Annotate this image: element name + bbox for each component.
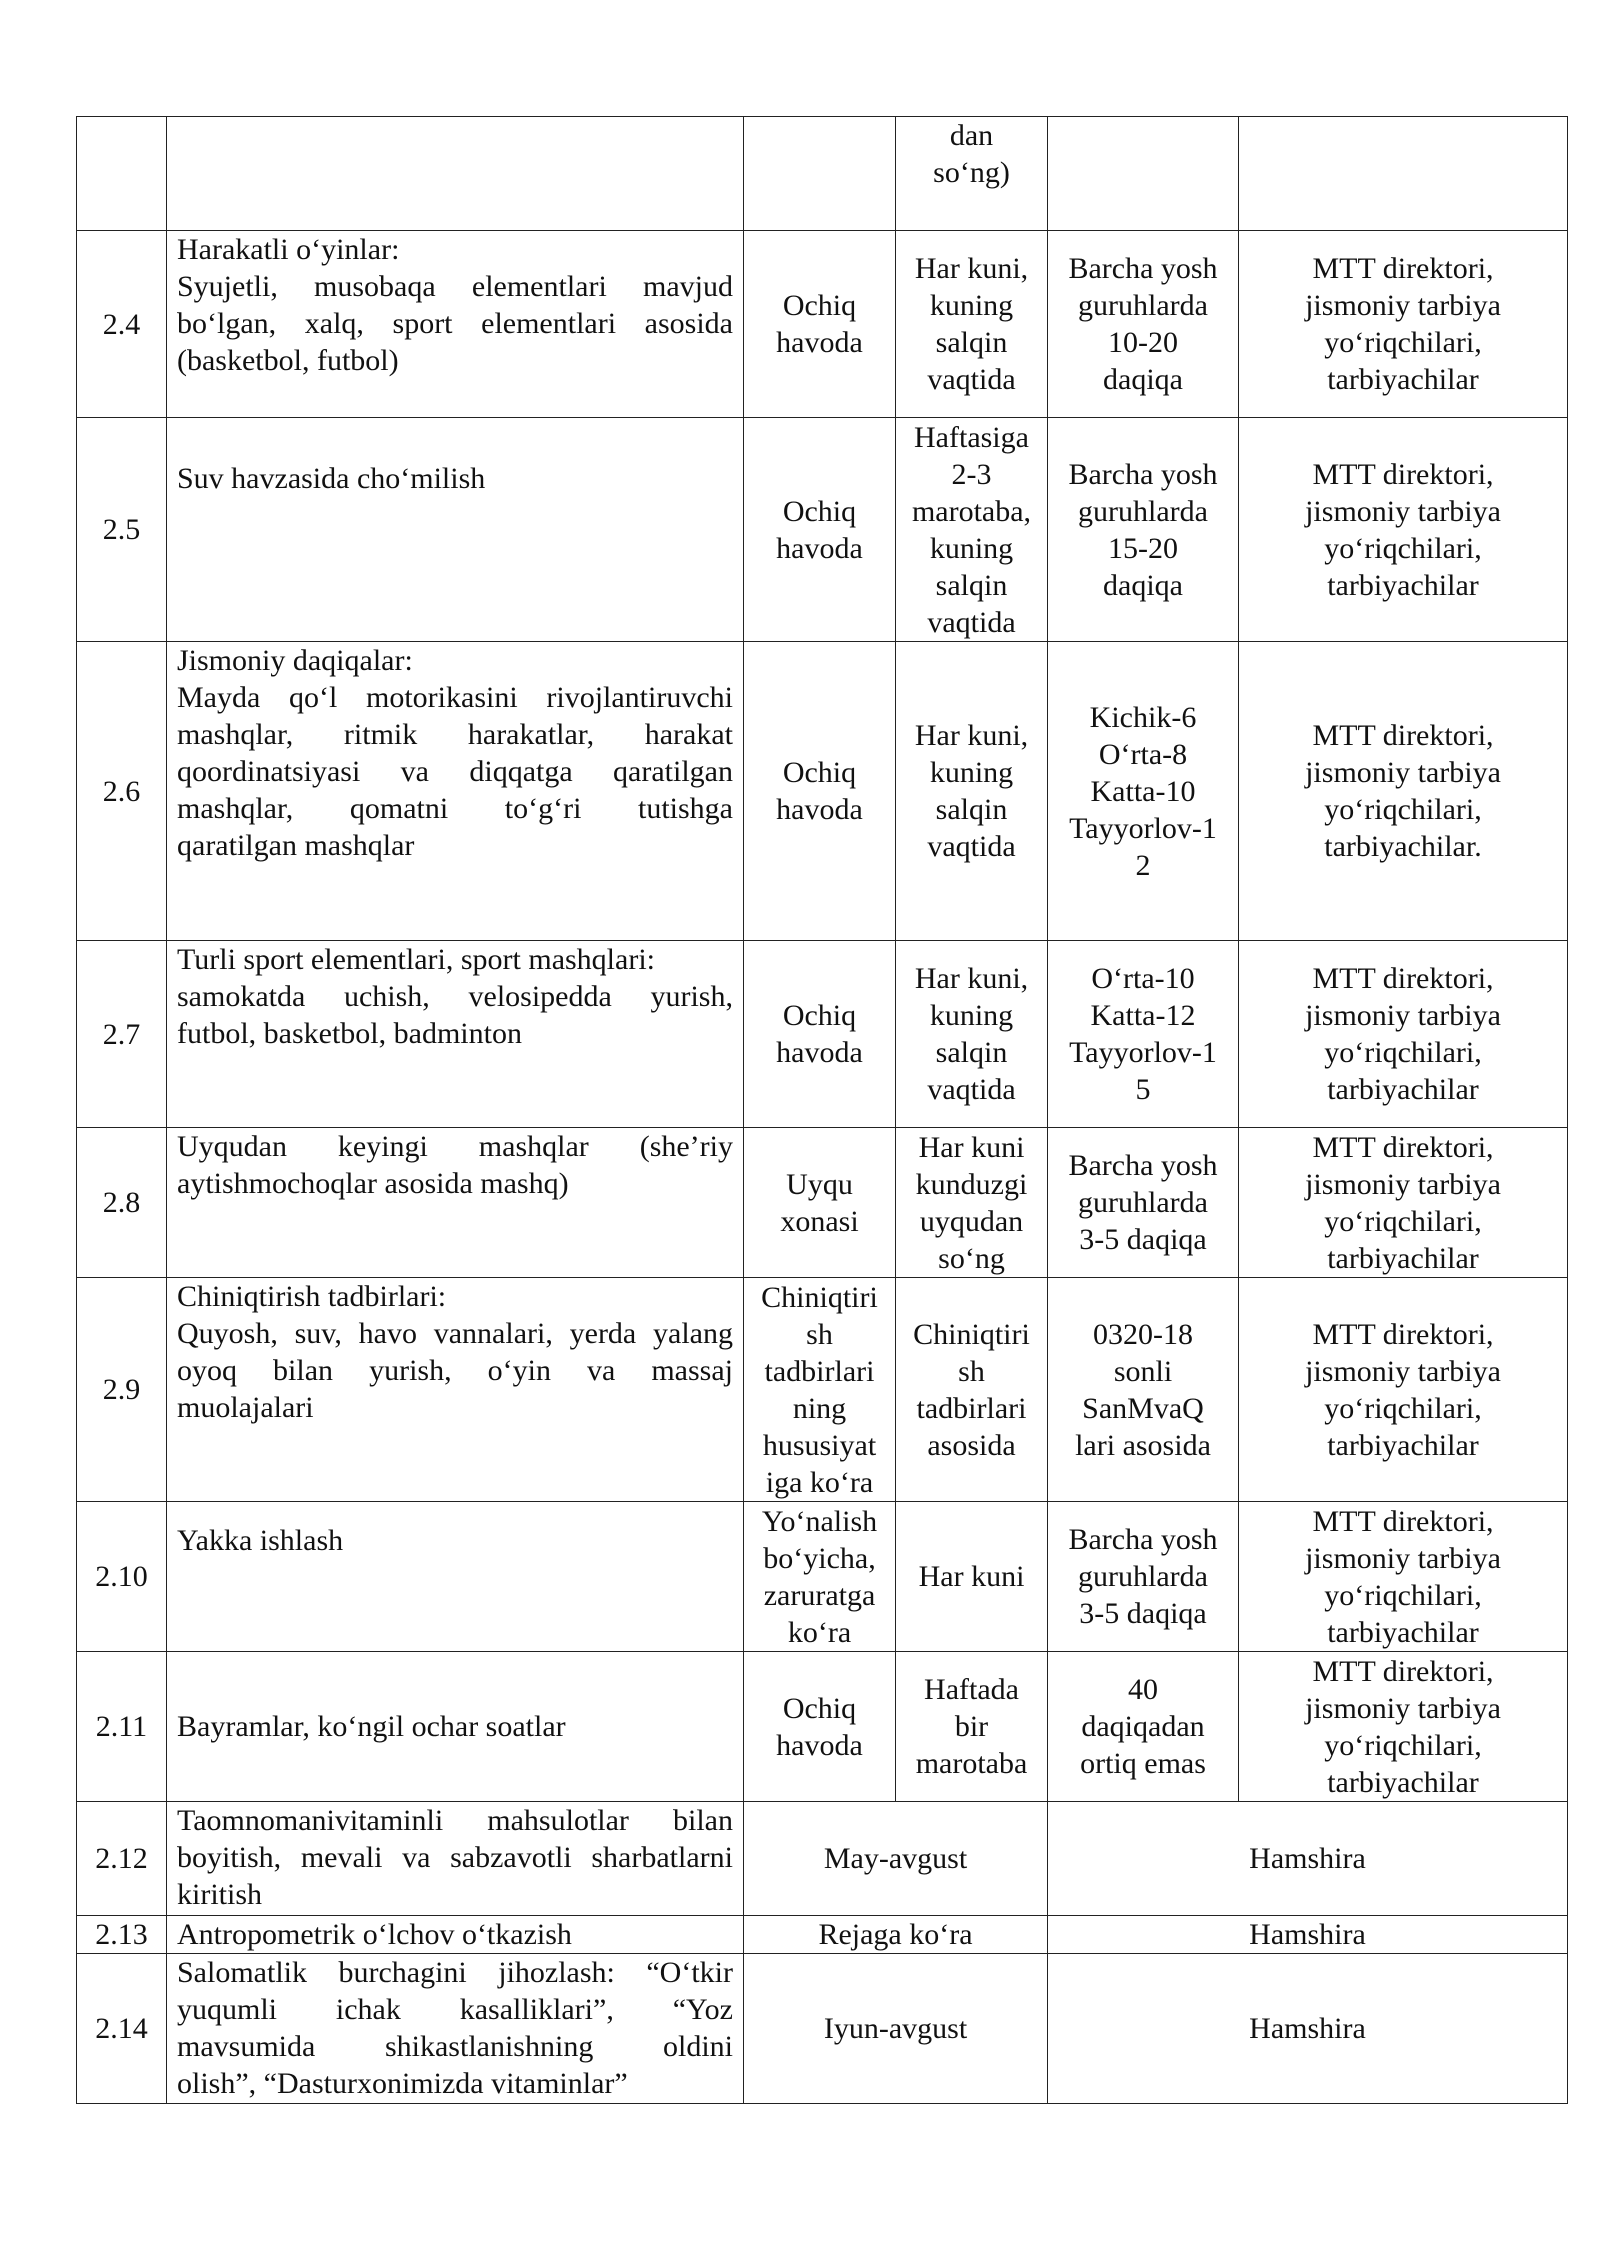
duration-cell-line: Kichik-6 — [1089, 700, 1197, 734]
responsible-cell-line: MTT direktori, — [1312, 1130, 1494, 1164]
duration-cell-line: daqiqa — [1103, 568, 1183, 602]
activity-description — [167, 1502, 744, 1652]
responsible-cell — [1239, 642, 1568, 941]
duration-cell-line: 3-5 daqiqa — [1079, 1223, 1207, 1256]
responsible-cell — [1239, 231, 1568, 418]
responsible-cell — [1239, 1278, 1568, 1502]
description-line: (basketbol, futbol) — [177, 344, 399, 377]
table-row — [77, 1916, 1568, 1954]
description-line: Quyosh, suv, havo vannalari, yerda yalang — [177, 1317, 733, 1350]
table-row — [77, 1652, 1568, 1802]
place-cell-line: havoda — [776, 326, 863, 359]
place-cell — [744, 941, 896, 1128]
time-cell-line: vaqtida — [927, 605, 1016, 639]
responsible-cell-line: yo‘riqchilari, — [1324, 1391, 1482, 1425]
description-line: qaratilgan mashqlar — [177, 829, 415, 862]
duration-cell-line: O‘rta-8 — [1098, 737, 1188, 771]
duration-cell-line: O‘rta-10 — [1091, 962, 1195, 995]
row-number: 2.12 — [77, 1802, 167, 1916]
place-cell-line: ning — [792, 1391, 847, 1425]
table-row — [77, 941, 1568, 1128]
responsible-cell: Hamshira — [1048, 1802, 1568, 1916]
place-cell-line: Uyqu — [786, 1167, 853, 1201]
row-number: 2.7 — [77, 941, 167, 1128]
place-cell-line: bo‘yicha, — [763, 1541, 876, 1575]
time-cell-line: marotaba — [915, 1747, 1028, 1780]
place-cell-line: Ochiq — [782, 999, 857, 1032]
description-line: boyitish, mevali va sabzavotli sharbatlarni — [177, 1841, 733, 1874]
time-cell-line: salqin — [935, 1036, 1008, 1069]
time-cell-line: kuning — [929, 756, 1014, 789]
duration-cell — [1048, 418, 1239, 642]
duration-cell — [1048, 231, 1239, 418]
time-cell-line: salqin — [935, 568, 1008, 602]
time-cell-line: Haftasiga — [914, 420, 1029, 454]
duration-cell-line: daqiqadan — [1081, 1710, 1205, 1743]
responsible-cell-line: jismoniy tarbiya — [1305, 1354, 1501, 1388]
duration-cell — [1048, 1652, 1239, 1802]
duration-cell — [1048, 642, 1239, 941]
time-cell — [896, 117, 1048, 231]
place-cell-line: hususiyat — [762, 1428, 877, 1462]
description-line: oyoq bilan yurish, o‘yin va massaj — [177, 1354, 733, 1387]
time-cell-line: asosida — [927, 1428, 1016, 1462]
responsible-cell — [1239, 117, 1568, 231]
responsible-cell — [1239, 941, 1568, 1128]
place-cell-line: Ochiq — [782, 756, 857, 789]
place-cell-line: Ochiq — [782, 1691, 857, 1725]
responsible-cell-line: MTT direktori, — [1312, 962, 1494, 995]
responsible-cell-line: yo‘riqchilari, — [1324, 531, 1482, 565]
description-line: Turli sport elementlari, sport mashqlari: — [177, 943, 655, 976]
time-cell — [896, 1652, 1048, 1802]
duration-cell-line: Tayyorlov-1 — [1069, 1036, 1217, 1069]
duration-cell-line: 10-20 — [1108, 326, 1178, 359]
responsible-cell — [1239, 1128, 1568, 1278]
place-cell-line: havoda — [776, 531, 863, 565]
table-row — [77, 1802, 1568, 1916]
duration-cell-line: ortiq emas — [1080, 1747, 1206, 1780]
description-line: Yakka ishlash — [177, 1524, 344, 1557]
time-cell-line: Har kuni, — [914, 962, 1029, 995]
place-cell-line: havoda — [776, 1728, 863, 1762]
activity-description — [167, 1278, 744, 1502]
activity-description — [167, 418, 744, 642]
table-row — [77, 1128, 1568, 1278]
time-cell-line: kuning — [929, 289, 1014, 322]
row-number: 2.4 — [77, 231, 167, 418]
time-cell-line: tadbirlari — [916, 1391, 1027, 1425]
duration-cell-line: SanMvaQ — [1082, 1391, 1204, 1425]
duration-cell — [1048, 1128, 1239, 1278]
duration-cell-line: 15-20 — [1108, 531, 1178, 565]
row-number: 2.5 — [77, 418, 167, 642]
responsible-cell-line: yo‘riqchilari, — [1324, 326, 1482, 359]
time-cell-line: salqin — [935, 326, 1008, 359]
responsible-cell-line: yo‘riqchilari, — [1324, 1036, 1482, 1069]
description-line: Uyqudan keyingi mashqlar (she’riy — [177, 1130, 733, 1163]
responsible-cell-line: tarbiyachilar. — [1324, 830, 1482, 863]
responsible-cell-line: yo‘riqchilari, — [1324, 1728, 1482, 1762]
responsible-cell-line: jismoniy tarbiya — [1305, 289, 1501, 322]
time-cell-line: dan — [949, 119, 994, 152]
description-line: mashqlar, ritmik harakatlar, harakat — [177, 718, 733, 751]
duration-cell-line: Barcha yosh — [1068, 1149, 1218, 1182]
place-cell — [744, 1128, 896, 1278]
time-cell-line: kunduzgi — [915, 1167, 1028, 1201]
duration-cell-line: 0320-18 — [1093, 1317, 1193, 1351]
responsible-cell-line: tarbiyachilar — [1327, 568, 1479, 602]
time-cell — [896, 1502, 1048, 1652]
place-cell-line: zaruratga — [763, 1578, 876, 1612]
responsible-cell — [1239, 1502, 1568, 1652]
description-line: Antropometrik o‘lchov o‘tkazish — [177, 1918, 572, 1951]
duration-cell — [1048, 941, 1239, 1128]
place-cell-line: Ochiq — [782, 289, 857, 322]
place-cell-line: Chiniqtiri — [761, 1280, 878, 1314]
duration-cell-line: guruhlarda — [1078, 289, 1208, 322]
description-line: Suv havzasida cho‘milish — [177, 462, 486, 495]
description-line: qoordinatsiyasi va diqqatga qaratilgan — [177, 755, 733, 788]
duration-cell-line: daqiqa — [1103, 363, 1183, 396]
time-cell-line: Har kuni, — [914, 252, 1029, 285]
place-cell — [744, 418, 896, 642]
description-line: Syujetli, musobaqa elementlari mavjud — [177, 270, 733, 303]
place-cell-line: Yo‘nalish — [761, 1504, 878, 1538]
responsible-cell-line: tarbiyachilar — [1327, 363, 1479, 396]
description-line: Harakatli o‘yinlar: — [177, 233, 400, 266]
duration-cell-line: 5 — [1135, 1073, 1151, 1106]
duration-cell-line: Katta-12 — [1090, 999, 1196, 1032]
responsible-cell — [1239, 418, 1568, 642]
responsible-cell-line: jismoniy tarbiya — [1305, 1167, 1501, 1201]
duration-cell-line: Barcha yosh — [1068, 252, 1218, 285]
duration-cell-line: sonli — [1113, 1354, 1173, 1388]
time-cell-line: so‘ng — [938, 1241, 1005, 1275]
description-line: kiritish — [177, 1878, 263, 1911]
description-line: Taomnomanivitaminli mahsulotlar bilan — [177, 1804, 733, 1837]
duration-cell-line: 2 — [1135, 848, 1151, 882]
activity-description — [167, 941, 744, 1128]
time-cell-line: Har kuni, — [914, 719, 1029, 752]
period-cell: Rejaga ko‘ra — [744, 1916, 1048, 1954]
description-line: mashqlar, qomatni to‘g‘ri tutishga — [177, 792, 733, 825]
time-cell-line: vaqtida — [927, 363, 1016, 396]
activities-table — [76, 116, 1568, 2104]
place-cell-line: Ochiq — [782, 494, 857, 528]
responsible-cell-line: MTT direktori, — [1312, 1504, 1494, 1538]
duration-cell-line: lari asosida — [1075, 1428, 1211, 1462]
responsible-cell-line: MTT direktori, — [1312, 1317, 1494, 1351]
description-line: Jismoniy daqiqalar: — [177, 644, 413, 677]
activity-description — [167, 231, 744, 418]
description-line: samokatda uchish, velosipedda yurish, — [177, 980, 733, 1013]
row-number: 2.11 — [77, 1652, 167, 1802]
responsible-cell-line: tarbiyachilar — [1327, 1073, 1479, 1106]
time-cell-line: uyqudan — [919, 1204, 1024, 1238]
description-line: Mayda qo‘l motorikasini rivojlantiruvchi — [177, 681, 733, 714]
place-cell — [744, 231, 896, 418]
time-cell-line: 2-3 — [951, 457, 992, 491]
description-line: futbol, basketbol, badminton — [177, 1017, 522, 1050]
activity-description — [167, 117, 744, 231]
row-number: 2.6 — [77, 642, 167, 941]
place-cell-line: sh — [806, 1317, 833, 1351]
responsible-cell-line: yo‘riqchilari, — [1324, 1204, 1482, 1238]
description-line: Bayramlar, ko‘ngil ochar soatlar — [177, 1710, 566, 1743]
row-number: 2.14 — [77, 1954, 167, 2104]
place-cell-line: tadbirlari — [764, 1354, 875, 1388]
place-cell-line: iga ko‘ra — [765, 1465, 874, 1499]
duration-cell-line: guruhlarda — [1078, 1560, 1208, 1593]
time-cell — [896, 1278, 1048, 1502]
period-cell: Iyun-avgust — [744, 1954, 1048, 2104]
period-cell: May-avgust — [744, 1802, 1048, 1916]
table-row — [77, 231, 1568, 418]
description-line: bo‘lgan, xalq, sport elementlari asosida — [177, 307, 733, 340]
responsible-cell — [1239, 1652, 1568, 1802]
time-cell-line: kuning — [929, 999, 1014, 1032]
responsible-cell-line: MTT direktori, — [1312, 1654, 1494, 1688]
responsible-cell-line: tarbiyachilar — [1327, 1428, 1479, 1462]
time-cell — [896, 1128, 1048, 1278]
activity-description — [167, 1128, 744, 1278]
activity-description — [167, 1916, 744, 1954]
activity-description — [167, 642, 744, 941]
responsible-cell-line: MTT direktori, — [1312, 719, 1494, 752]
row-number — [77, 117, 167, 231]
time-cell-line: Har kuni — [918, 1130, 1025, 1164]
time-cell-line: sh — [958, 1354, 985, 1388]
time-cell — [896, 941, 1048, 1128]
place-cell — [744, 1652, 896, 1802]
row-number: 2.13 — [77, 1916, 167, 1954]
duration-cell — [1048, 1278, 1239, 1502]
description-line: olish”, “Dasturxonimizda vitaminlar” — [177, 2067, 628, 2100]
row-number: 2.9 — [77, 1278, 167, 1502]
table-row — [77, 418, 1568, 642]
responsible-cell-line: tarbiyachilar — [1327, 1615, 1479, 1649]
description-line: muolajalari — [177, 1391, 314, 1424]
responsible-cell-line: jismoniy tarbiya — [1305, 1691, 1501, 1725]
table-row — [77, 117, 1568, 231]
responsible-cell-line: jismoniy tarbiya — [1305, 494, 1501, 528]
place-cell-line: havoda — [776, 1036, 863, 1069]
time-cell-line: kuning — [929, 531, 1014, 565]
responsible-cell: Hamshira — [1048, 1916, 1568, 1954]
place-cell — [744, 1278, 896, 1502]
time-cell-line: Chiniqtiri — [913, 1317, 1030, 1351]
table-row — [77, 1954, 1568, 2104]
activity-description — [167, 1954, 744, 2104]
place-cell-line: havoda — [776, 793, 863, 826]
time-cell-line: so‘ng) — [933, 156, 1010, 189]
time-cell — [896, 231, 1048, 418]
time-cell — [896, 642, 1048, 941]
duration-cell-line: Katta-10 — [1090, 774, 1196, 808]
row-number: 2.8 — [77, 1128, 167, 1278]
duration-cell-line: guruhlarda — [1078, 494, 1208, 528]
responsible-cell-line: jismoniy tarbiya — [1305, 756, 1501, 789]
duration-cell-line: Barcha yosh — [1068, 457, 1218, 491]
time-cell-line: salqin — [935, 793, 1008, 826]
time-cell — [896, 418, 1048, 642]
description-line: Chiniqtirish tadbirlari: — [177, 1280, 447, 1313]
responsible-cell-line: MTT direktori, — [1312, 457, 1494, 491]
place-cell-line: xonasi — [780, 1204, 859, 1238]
time-cell-line: marotaba, — [911, 494, 1032, 528]
responsible-cell-line: jismoniy tarbiya — [1305, 999, 1501, 1032]
table-row — [77, 642, 1568, 941]
responsible-cell-line: jismoniy tarbiya — [1305, 1541, 1501, 1575]
place-cell — [744, 117, 896, 231]
time-cell-line: Haftada — [924, 1673, 1019, 1706]
duration-cell-line: 3-5 daqiqa — [1079, 1597, 1207, 1630]
table-row — [77, 1278, 1568, 1502]
time-cell-line: vaqtida — [927, 1073, 1016, 1106]
time-cell-line: bir — [954, 1710, 989, 1743]
duration-cell — [1048, 117, 1239, 231]
table-row — [77, 1502, 1568, 1652]
activity-description — [167, 1652, 744, 1802]
description-line: yuqumli ichak kasalliklari”, “Yoz — [177, 1993, 733, 2026]
responsible-cell-line: MTT direktori, — [1312, 252, 1494, 285]
responsible-cell-line: tarbiyachilar — [1327, 1241, 1479, 1275]
row-number: 2.10 — [77, 1502, 167, 1652]
responsible-cell-line: yo‘riqchilari, — [1324, 793, 1482, 826]
description-line: aytishmochoqlar asosida mashq) — [177, 1167, 569, 1200]
place-cell-line: ko‘ra — [787, 1615, 852, 1649]
time-cell-line: Har kuni — [918, 1560, 1025, 1593]
activity-description — [167, 1802, 744, 1916]
responsible-cell-line: tarbiyachilar — [1327, 1765, 1479, 1799]
place-cell — [744, 1502, 896, 1652]
duration-cell-line: Barcha yosh — [1068, 1523, 1218, 1556]
duration-cell — [1048, 1502, 1239, 1652]
duration-cell-line: guruhlarda — [1078, 1186, 1208, 1219]
description-line: mavsumida shikastlanishning oldini — [177, 2030, 733, 2063]
responsible-cell: Hamshira — [1048, 1954, 1568, 2104]
description-line: Salomatlik burchagini jihozlash: “O‘tkir — [177, 1956, 733, 1989]
time-cell-line: vaqtida — [927, 830, 1016, 863]
place-cell — [744, 642, 896, 941]
duration-cell-line: 40 — [1128, 1673, 1158, 1706]
responsible-cell-line: yo‘riqchilari, — [1324, 1578, 1482, 1612]
duration-cell-line: Tayyorlov-1 — [1069, 811, 1217, 845]
